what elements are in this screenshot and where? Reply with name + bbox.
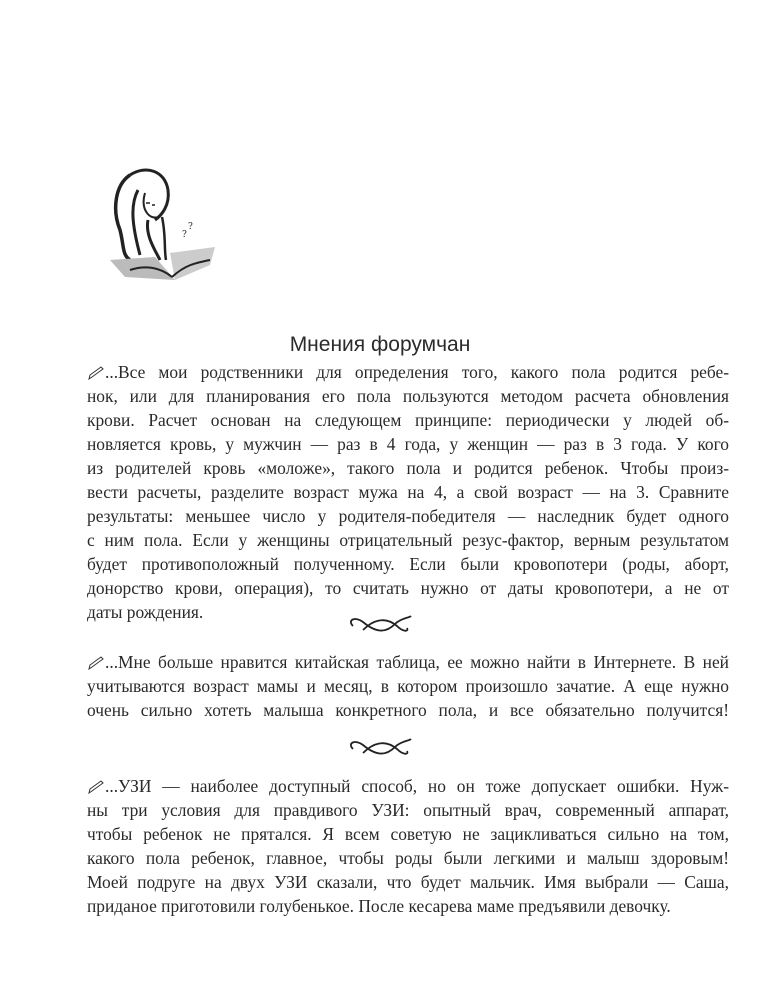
text-line [87, 674, 729, 698]
text-line [87, 480, 729, 504]
flourish-divider [345, 612, 415, 638]
line-text: донорство крови, операция), то считать нужно от даты кровопотери, а не от [87, 578, 729, 598]
line-text: даты рождения. [87, 602, 204, 622]
line-text: результаты: меньшее число у родителя-победителя — наследник будет одного [87, 506, 729, 526]
line-text: будет противоположный полученному. Если были кровопотери (роды, аборт, [87, 554, 729, 574]
text-line [87, 698, 729, 722]
pen-icon [87, 656, 105, 670]
line-text: нок, или для планирования его пола пользуются методом расчета обновления [87, 386, 729, 406]
line-text: с ним пола. Если у женщины отрицательный резус-фактор, верным результатом [87, 530, 729, 550]
line-text: очень сильно хотеть малыша конкретного пола, и все обязательно получится! [87, 700, 729, 720]
svg-text:?: ? [188, 222, 193, 232]
text-line [87, 774, 729, 798]
text-line [87, 456, 729, 480]
line-text: Моей подруге на двух УЗИ сказали, что будет мальчик. Имя выбрали — Саша, [87, 872, 729, 892]
text-line [87, 552, 729, 576]
flourish-divider [345, 735, 415, 761]
forum-comment-1 [87, 360, 729, 624]
line-text: приданое приготовили голубенькое. После кесарева маме предъявили девочку. [87, 896, 671, 916]
text-line [87, 822, 729, 846]
line-text: крови. Расчет основан на следующем принципе: периодически у людей об- [87, 410, 729, 430]
text-line [87, 384, 729, 408]
section-heading: Мнения форумчан [289, 333, 471, 356]
line-text: чтобы ребенок не прятался. Я всем советую не зацикливаться сильно на том, [87, 824, 729, 844]
forum-comment-3 [87, 774, 729, 918]
text-line [87, 504, 729, 528]
pen-icon [87, 780, 105, 794]
line-text: ...Мне больше нравится китайская таблица, ее можно найти в Интернете. В ней [105, 652, 729, 672]
text-line [87, 528, 729, 552]
text-line [87, 870, 729, 894]
text-line [87, 408, 729, 432]
text-line [87, 432, 729, 456]
line-text: вести расчеты, разделите возраст мужа на 4, а свой возраст — на 3. Сравните [87, 482, 729, 502]
line-text: какого пола ребенок, главное, чтобы роды были легкими и малыш здоровым! [87, 848, 729, 868]
girl-reading-book-illustration [100, 165, 240, 285]
text-line [87, 894, 729, 918]
svg-text:?: ? [182, 230, 187, 240]
text-line [87, 846, 729, 870]
line-text: новляется кровь, у мужчин — раз в 4 года, у женщин — раз в 3 года. У кого [87, 434, 729, 454]
line-text: ...Все мои родственники для определения того, какого пола родится ребе- [105, 362, 729, 382]
text-line [87, 650, 729, 674]
text-line [87, 798, 729, 822]
line-text: ...УЗИ — наиболее доступный способ, но он тоже допускает ошибки. Нуж- [105, 776, 729, 796]
line-text: учитываются возраст мамы и месяц, в котором произошло зачатие. А еще нужно [87, 676, 729, 696]
line-text: ны три условия для правдивого УЗИ: опытный врач, современный аппарат, [87, 800, 729, 820]
text-line [87, 576, 729, 600]
text-line [87, 360, 729, 384]
line-text: из родителей кровь «моложе», такого пола и родится ребенок. Чтобы произ- [87, 458, 729, 478]
forum-comment-2 [87, 650, 729, 722]
pen-icon [87, 366, 105, 380]
